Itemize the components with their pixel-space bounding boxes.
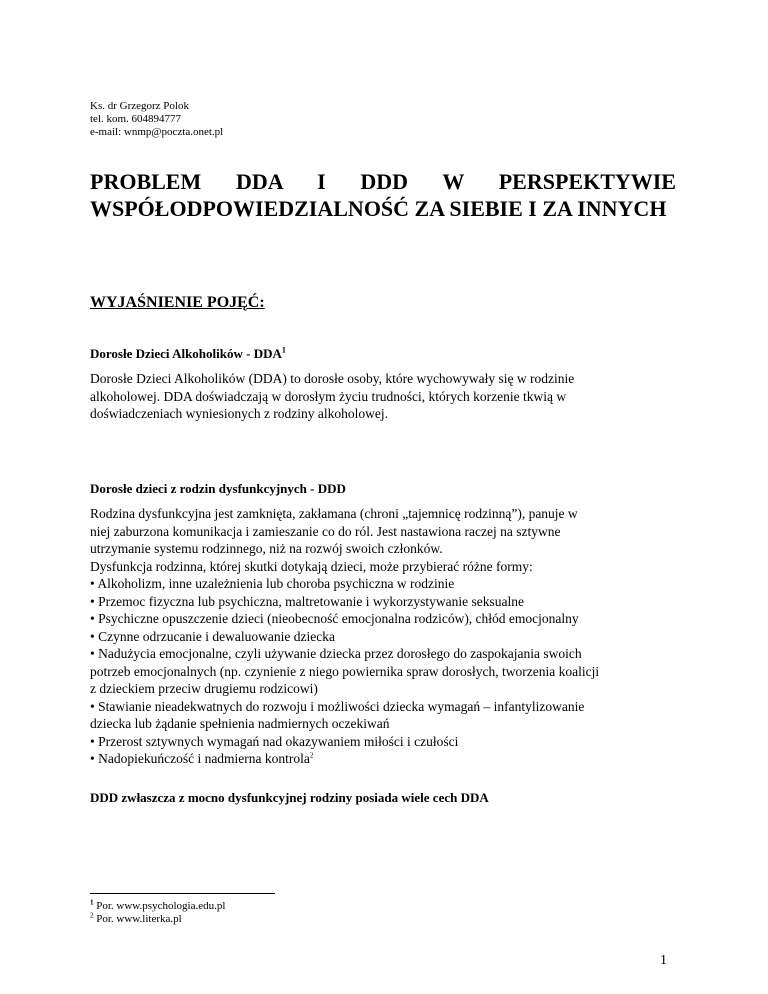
footnote-separator (90, 893, 275, 894)
footnote-text: Por. www.literka.pl (96, 913, 182, 925)
list-item: • Psychiczne opuszczenie dzieci (nieobecność emocjonalna rodziców), chłód emocjonalny (90, 611, 579, 626)
dda-heading-text: Dorosłe Dzieci Alkoholików - DDA (90, 346, 282, 361)
list-item-continuation: z dzieckiem przeciw drugiemu rodzicowi) (90, 681, 318, 696)
list-item: • Stawianie nieadekwatnych do rozwoju i możliwości dziecka wymagań – infantylizowanie (90, 698, 585, 714)
ddd-paragraph (90, 505, 690, 768)
footnote-text: Por. www.psychologia.edu.pl (96, 900, 226, 912)
title-line: PROBLEM DDA I DDD W PERSPEKTYWIE (90, 169, 676, 194)
footnote-number: 1 (90, 898, 94, 907)
author-header (90, 100, 223, 139)
list-item (90, 750, 690, 768)
list-item: • Przemoc fizyczna lub psychiczna, maltretowanie i wykorzystywanie seksualne (90, 593, 524, 609)
paragraph-line: niej zaburzona komunikacja i zamieszanie co do ról. Jest nastawiona raczej na sztywne (90, 523, 561, 539)
list-item-text: • Nadopiekuńczość i nadmierna kontrola (90, 751, 310, 766)
section-title-text: WYJAŚNIENIE POJĘĆ (90, 294, 260, 311)
paragraph-line: utrzymanie systemu rodzinnego, niż na rozwój swoich członków. (90, 541, 443, 556)
author-name: Ks. dr Grzegorz Polok (90, 100, 189, 112)
footnote (90, 900, 225, 913)
paragraph-line: Dorosłe Dzieci Alkoholików (DDA) to dorosłe osoby, które wychowywały się w rodzinie (90, 371, 575, 386)
footnote-ref: 2 (309, 751, 314, 760)
paragraph-line: Dysfunkcja rodzinna, której skutki dotykają dzieci, może przybierać różne formy: (90, 558, 533, 574)
document-title (90, 168, 676, 222)
author-email: e-mail: wnmp@poczta.onet.pl (90, 126, 224, 138)
title-line: WSPÓŁODPOWIEDZIALNOŚĆ ZA SIEBIE I ZA (90, 196, 572, 221)
paragraph-line: Rodzina dysfunkcyjna jest zamknięta, zakłamana (chroni „tajemnicę rodzinną”), panuje w (90, 506, 578, 521)
list-item: • Czynne odrzucanie i dewaluowanie dziecka (90, 628, 335, 644)
list-item: • Przerost sztywnych wymagań nad okazywaniem miłości i czułości (90, 733, 459, 749)
list-item: • Alkoholizm, inne uzależnienia lub choroba psychiczna w rodzinie (90, 576, 455, 591)
footnotes (90, 900, 225, 926)
footnote-number: 2 (90, 911, 94, 920)
section-title (90, 294, 265, 312)
paragraph-line: alkoholowej. DDA doświadczają w dorosłym życiu trudności, których korzenie tkwią w (90, 388, 567, 404)
author-phone: tel. kom. 604894777 (90, 113, 182, 125)
closing-heading: DDD zwłaszcza z mocno dysfunkcyjnej rodziny posiada wiele cech DDA (90, 790, 489, 805)
section-title-colon: : (259, 294, 265, 311)
footnote-ref: 1 (281, 345, 286, 355)
footnote (90, 913, 225, 926)
list-item: • Nadużycia emocjonalne, czyli używanie dziecka przez dorosłego do zaspokajania swoich (90, 646, 582, 661)
ddd-heading: Dorosłe dzieci z rodzin dysfunkcyjnych - DDD (90, 481, 346, 496)
title-line: INNYCH (577, 196, 667, 221)
dda-paragraph (90, 370, 690, 423)
page-number: 1 (660, 953, 667, 968)
paragraph-line: doświadczeniach wyniesionych z rodziny alkoholowej. (90, 406, 389, 421)
list-item-continuation: dziecka lub żądanie spełnienia nadmiernych oczekiwań (90, 716, 390, 731)
list-item-continuation: potrzeb emocjonalnych (np. czynienie z niego powiernika spraw dorosłych, tworzenia koalicji (90, 663, 600, 679)
dda-heading (90, 346, 286, 362)
